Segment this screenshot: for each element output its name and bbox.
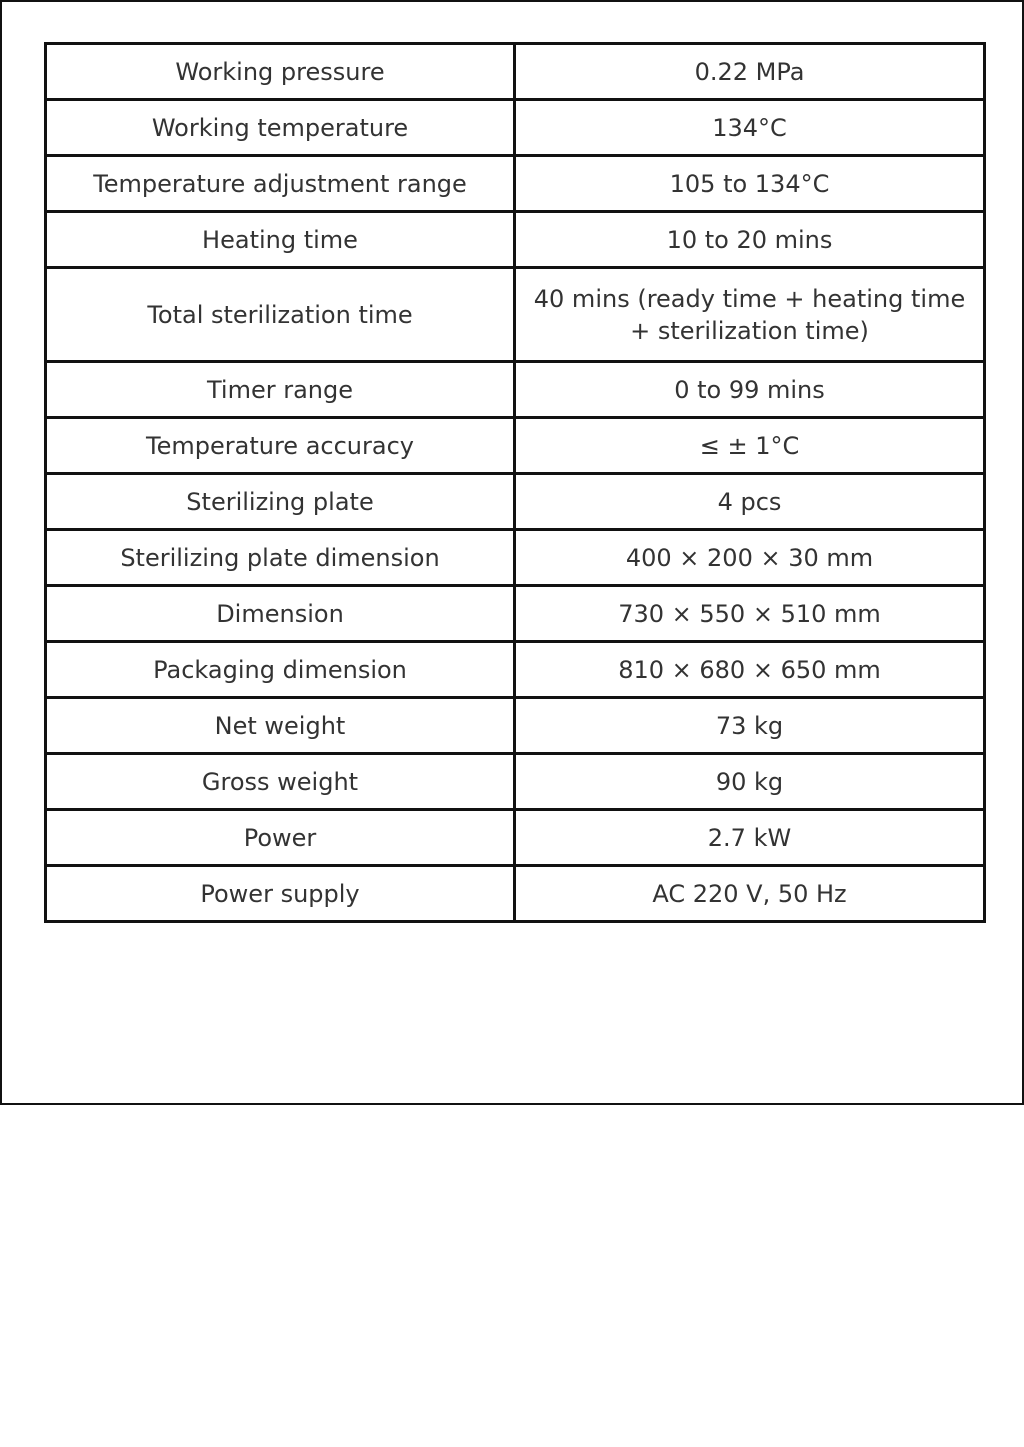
spec-value: 730 × 550 × 510 mm [515,586,985,642]
spec-value: 73 kg [515,698,985,754]
spec-value: 810 × 680 × 650 mm [515,642,985,698]
spec-value: 0 to 99 mins [515,362,985,418]
spec-value: 4 pcs [515,474,985,530]
spec-value: 2.7 kW [515,810,985,866]
spec-value: 400 × 200 × 30 mm [515,530,985,586]
table-row [46,810,985,866]
spec-value: 105 to 134°C [515,156,985,212]
spec-label: Temperature adjustment range [46,156,515,212]
spec-value: ≤ ± 1°C [515,418,985,474]
spec-label: Working temperature [46,100,515,156]
spec-label: Timer range [46,362,515,418]
table-row [46,362,985,418]
spec-value: 0.22 MPa [515,44,985,100]
spec-label: Gross weight [46,754,515,810]
spec-label: Sterilizing plate [46,474,515,530]
table-row [46,698,985,754]
table-row [46,474,985,530]
spec-label: Heating time [46,212,515,268]
spec-label: Total sterilization time [46,268,515,362]
spec-value: AC 220 V, 50 Hz [515,866,985,922]
table-row [46,212,985,268]
table-row [46,642,985,698]
spec-label: Sterilizing plate dimension [46,530,515,586]
spec-value: 10 to 20 mins [515,212,985,268]
table-row [46,754,985,810]
spec-label: Packaging dimension [46,642,515,698]
spec-value: 40 mins (ready time + heating time + sterilization time) [515,268,985,362]
spec-label: Working pressure [46,44,515,100]
spec-value: 134°C [515,100,985,156]
spec-label: Power supply [46,866,515,922]
table-row [46,44,985,100]
table-row [46,418,985,474]
spec-value: 90 kg [515,754,985,810]
table-row [46,530,985,586]
spec-label: Power [46,810,515,866]
table-row [46,586,985,642]
spec-table [44,42,986,923]
spec-label: Dimension [46,586,515,642]
spec-label: Temperature accuracy [46,418,515,474]
spec-label: Net weight [46,698,515,754]
table-row [46,866,985,922]
table-row [46,100,985,156]
table-row [46,156,985,212]
table-row [46,268,985,362]
